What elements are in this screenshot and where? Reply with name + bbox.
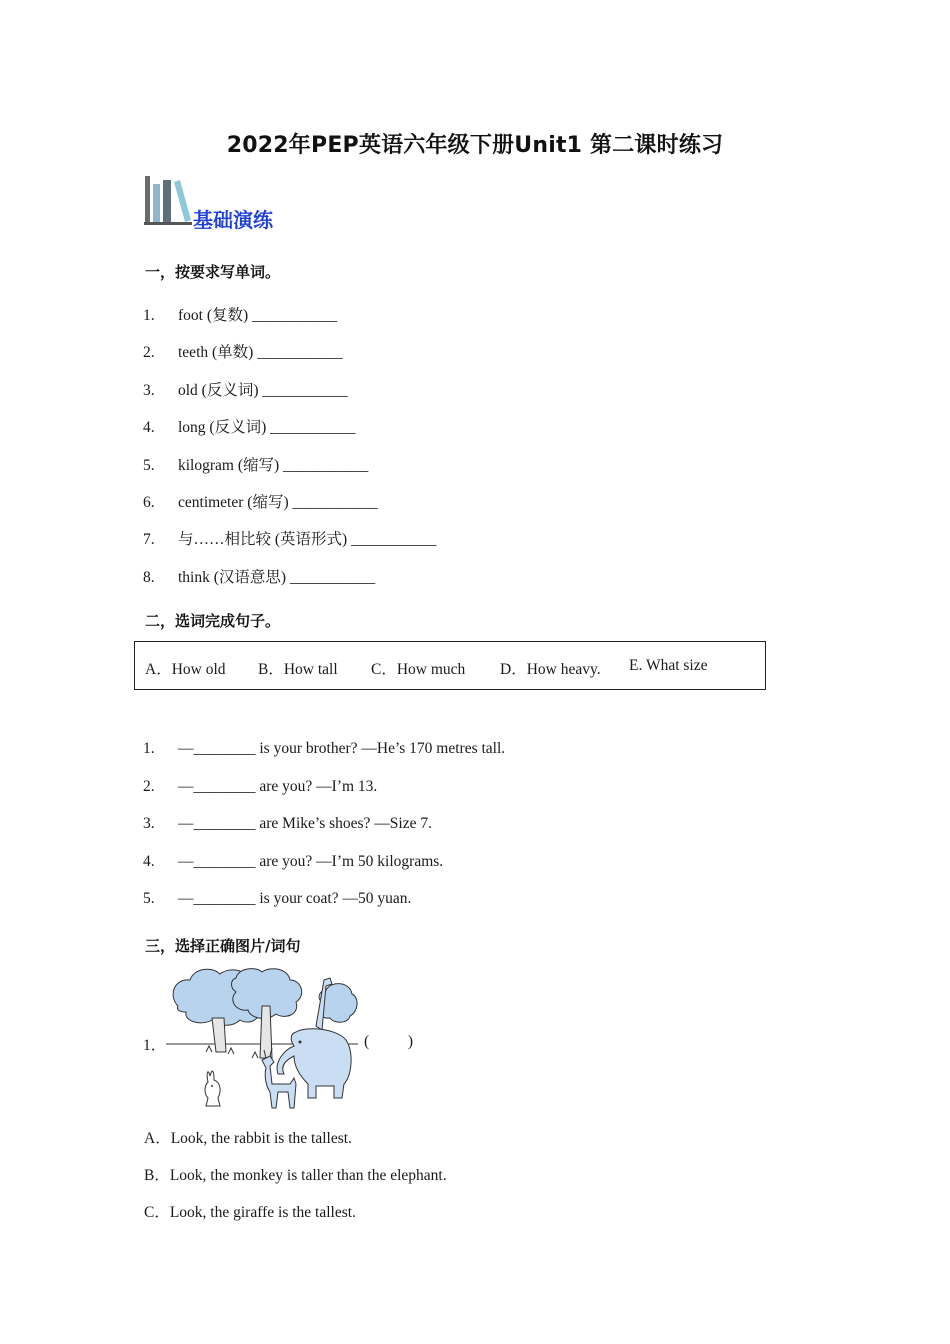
choice-b: B．Look, the monkey is taller than the elephant.: [144, 1167, 447, 1184]
choice-a: A．Look, the rabbit is the tallest.: [144, 1130, 352, 1147]
word-option: E. What size: [629, 657, 708, 674]
list-item: 2. teeth (单数) ___________: [143, 344, 343, 361]
word-option: C．How much: [371, 661, 466, 678]
page-title: 2022年PEP英语六年级下册Unit1 第二课时练习: [226, 133, 724, 158]
list-item: 2. —________ are you? —I’m 13.: [143, 778, 378, 795]
books-icon: [143, 174, 193, 230]
list-item: 3. —________ are Mike’s shoes? —Size 7.: [143, 815, 432, 832]
word-option: B．How tall: [258, 661, 338, 678]
list-item: 8. think (汉语意思) ___________: [143, 569, 376, 586]
list-item: 5. kilogram (缩写) ___________: [143, 457, 369, 474]
section-2-heading: 二，选词完成句子。: [145, 612, 281, 630]
list-item: 3. old (反义词) ___________: [143, 382, 348, 399]
choice-c: C．Look, the giraffe is the tallest.: [144, 1204, 356, 1221]
list-item: 5. —________ is your coat? —50 yuan.: [143, 890, 412, 907]
animals-trees-illustration: [166, 966, 358, 1112]
list-item: 7. 与……相比较 (英语形式) ___________: [143, 531, 437, 548]
list-item: 1. foot (复数) ___________: [143, 307, 338, 324]
word-option: A．How old: [145, 661, 226, 678]
section-3-heading: 三，选择正确图片/词句: [145, 937, 301, 955]
section-banner: [143, 174, 303, 234]
list-item: 4. long (反义词) ___________: [143, 419, 356, 436]
question-number: 1．: [143, 1037, 167, 1054]
word-option: D．How heavy.: [500, 661, 601, 678]
section-1-heading: 一，按要求写单词。: [145, 263, 281, 281]
list-item: 6. centimeter (缩写) ___________: [143, 494, 378, 511]
banner-title: 基础演练: [193, 208, 273, 232]
list-item: 1. —________ is your brother? —He’s 170 metres tall.: [143, 740, 506, 757]
answer-blank: ( ): [364, 1033, 414, 1050]
list-item: 4. —________ are you? —I’m 50 kilograms.: [143, 853, 444, 870]
